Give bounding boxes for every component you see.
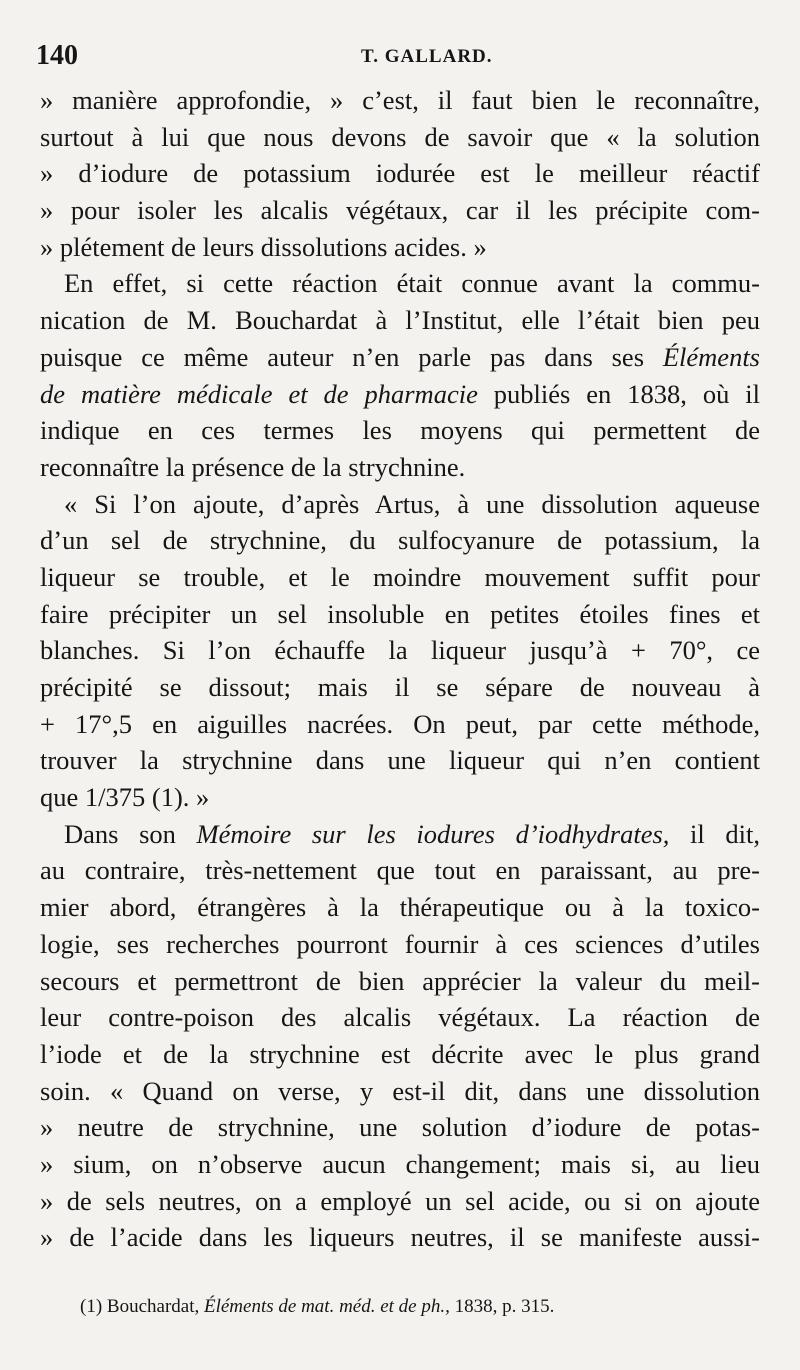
footnote-reference: 1838, p. 315.: [454, 1296, 555, 1317]
text-line: » manière approfondie, » c’est, il faut bien le reconnaître,: [40, 85, 760, 115]
text-line: mier abord, étrangères à la thérapeutique ou à la toxico-: [40, 892, 760, 923]
text-line: trouver la strychnine dans une liqueur qui n’en contient: [40, 745, 760, 776]
text-line: secours et permettront de bien apprécier la valeur du meil-: [40, 965, 760, 996]
text-segment: puisque ce même auteur n’en parle pas dans ses: [40, 341, 645, 372]
text-line: indique en ces termes les moyens qui permettent de: [40, 415, 760, 446]
text-line: nication de M. Bouchardat à l’Institut, elle l’était bien peu: [40, 305, 760, 336]
text-line: » de sels neutres, on a employé un sel acide, ou si on ajoute: [40, 1185, 760, 1216]
text-line: » neutre de strychnine, une solution d’iodure de potas-: [40, 1112, 760, 1143]
text-line: précipité se dissout; mais il se sépare de nouveau à: [40, 672, 760, 702]
text-line: soin. « Quand on verse, y est-il dit, dans une dissolution: [40, 1075, 760, 1106]
text-line: blanches. Si l’on échauffe la liqueur jusqu’à + 70°, ce: [40, 635, 760, 666]
footnote: [80, 1296, 760, 1318]
text-line: » sium, on n’observe aucun changement; mais si, au lieu: [40, 1148, 760, 1179]
text-line: reconnaître la présence de la strychnine.: [40, 451, 466, 482]
page-number: 140: [36, 40, 78, 71]
text-line: surtout à lui que nous devons de savoir que « la solution: [40, 121, 760, 152]
paragraph-start-line: [40, 816, 760, 853]
text-line: » pour isoler les alcalis végétaux, car il les précipite com-: [40, 195, 760, 226]
text-line: » plétement de leurs dissolutions acides. »: [40, 231, 487, 262]
text-line: que 1/375 (1). »: [40, 782, 210, 813]
italic-title-segment: de matière médicale et de pharmacie: [40, 378, 478, 409]
page-header: [36, 40, 776, 76]
text-line: [40, 376, 760, 413]
text-line: l’iode et de la strychnine est décrite avec le plus grand: [40, 1038, 760, 1069]
italic-title-segment: Mémoire sur les iodures d’iodhydrates,: [196, 818, 670, 849]
body-text: [40, 82, 760, 1256]
running-head: T. GALLARD.: [361, 46, 493, 67]
text-segment: Dans son: [64, 818, 176, 849]
footnote-title: Éléments de mat. méd. et de ph.,: [203, 1296, 450, 1317]
text-segment: publiés en 1838, où il: [493, 378, 760, 409]
text-line: » d’iodure de potassium iodurée est le meilleur réactif: [40, 158, 760, 189]
text-line: faire précipiter un sel insoluble en petites étoiles fines et: [40, 598, 760, 629]
italic-title-segment: Éléments: [662, 341, 760, 372]
text-line: + 17°,5 en aiguilles nacrées. On peut, par cette méthode,: [40, 708, 760, 739]
text-line: d’un sel de strychnine, du sulfocyanure de potassium, la: [40, 525, 760, 556]
footnote-author: Bouchardat,: [106, 1296, 200, 1317]
text-line: » de l’acide dans les liqueurs neutres, il se manifeste aussi-: [40, 1222, 760, 1253]
text-line: leur contre-poison des alcalis végétaux. La réaction de: [40, 1002, 760, 1033]
text-line: [40, 339, 760, 376]
paragraph-start-line: En effet, si cette réaction était connue avant la commu-: [64, 268, 760, 299]
text-line: logie, ses recherches pourront fournir à ces sciences d’utiles: [40, 928, 760, 959]
footnote-marker: (1): [80, 1296, 103, 1317]
text-line: au contraire, très-nettement que tout en paraissant, au pre-: [40, 855, 760, 886]
text-segment: il dit,: [690, 818, 761, 849]
paragraph-start-line: « Si l’on ajoute, d’après Artus, à une dissolution aqueuse: [64, 488, 760, 519]
text-line: liqueur se trouble, et le moindre mouvement suffit pour: [40, 561, 760, 592]
